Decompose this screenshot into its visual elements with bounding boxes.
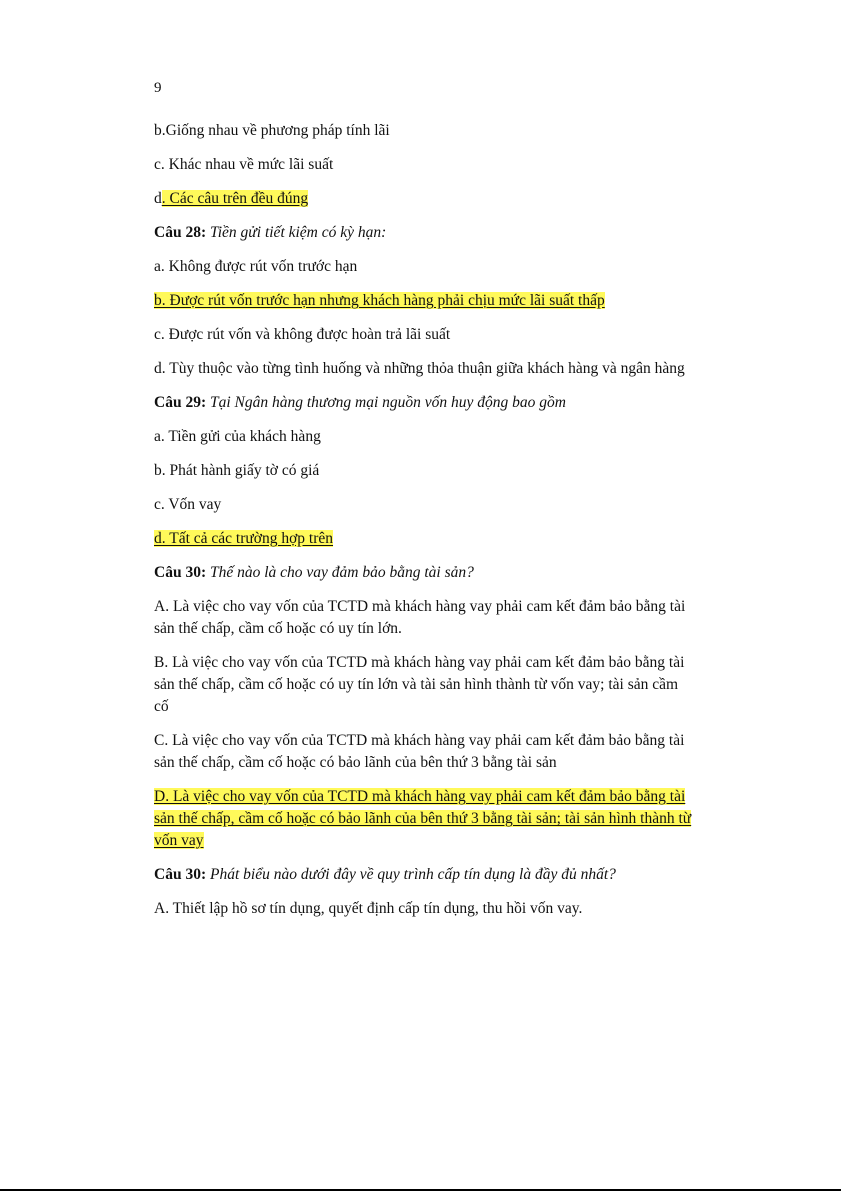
answer-line: c. Vốn vay [154, 496, 222, 513]
question-text: Thế nào là cho vay đảm bảo bằng tài sản? [206, 564, 474, 581]
answer-line-correct [154, 290, 694, 312]
question-28 [154, 222, 694, 244]
answer-line: d. Tùy thuộc vào từng tình huống và những thỏa thuận giữa khách hàng và ngân hàng [154, 360, 685, 377]
page-content [154, 120, 694, 932]
highlighted-answer: d. Tất cả các trường hợp trên [154, 530, 334, 547]
answer-line: C. Là việc cho vay vốn của TCTD mà khách hàng vay phải cam kết đảm bảo bằng tài sản thế chấp, cầm cố hoặc có bảo lãnh của bên thứ 3 bằng tài sản [154, 732, 685, 771]
answer-line-correct [154, 188, 694, 210]
highlighted-answer: D. Là việc cho vay vốn của TCTD mà khách hàng vay phải cam kết đảm bảo bằng tài sản thế chấp, cầm cố hoặc có bảo lãnh của bên thứ 3 bằng tài sản; tài sản hình thành từ vốn vay [154, 788, 692, 849]
answer-line: A. Thiết lập hồ sơ tín dụng, quyết định cấp tín dụng, thu hồi vốn vay. [154, 900, 583, 917]
answer-line: c. Khác nhau về mức lãi suất [154, 156, 334, 173]
answer-line: A. Là việc cho vay vốn của TCTD mà khách hàng vay phải cam kết đảm bảo bằng tài sản thế chấp, cầm cố hoặc có uy tín lớn. [154, 598, 686, 637]
question-label: Câu 30: [154, 866, 207, 883]
question-label: Câu 28: [154, 224, 207, 241]
answer-line: a. Không được rút vốn trước hạn [154, 258, 358, 275]
question-29 [154, 392, 694, 414]
question-text: Phát biểu nào dưới đây về quy trình cấp tín dụng là đầy đủ nhất? [206, 866, 616, 883]
question-label: Câu 30: [154, 564, 207, 581]
question-text: Tiền gửi tiết kiệm có kỳ hạn: [206, 224, 387, 241]
answer-line-correct [154, 786, 694, 852]
highlighted-answer: . Các câu trên đều đúng [161, 190, 309, 207]
question-text: Tại Ngân hàng thương mại nguồn vốn huy động bao gồm [206, 394, 566, 411]
question-label: Câu 29: [154, 394, 207, 411]
highlighted-answer: b. Được rút vốn trước hạn nhưng khách hàng phải chịu mức lãi suất thấp [154, 292, 605, 309]
page-number: 9 [154, 80, 162, 96]
answer-line-correct [154, 528, 694, 550]
answer-line: b.Giống nhau về phương pháp tính lãi [154, 122, 390, 139]
answer-prefix: d [154, 190, 162, 207]
answer-line: a. Tiền gửi của khách hàng [154, 428, 321, 445]
question-30 [154, 562, 694, 584]
answer-line: c. Được rút vốn và không được hoàn trả lãi suất [154, 326, 451, 343]
question-30-second [154, 864, 694, 886]
answer-line: B. Là việc cho vay vốn của TCTD mà khách hàng vay phải cam kết đảm bảo bằng tài sản thế chấp, cầm cố hoặc có uy tín lớn và tài sản hình thành từ vốn vay; tài sản cầm cố [154, 654, 685, 715]
answer-line: b. Phát hành giấy tờ có giá [154, 462, 320, 479]
